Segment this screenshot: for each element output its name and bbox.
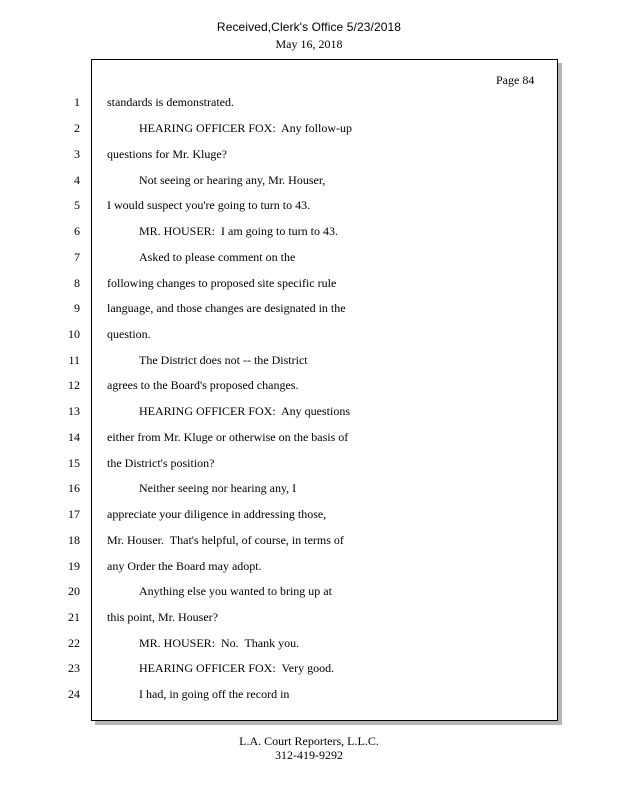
transcript-line: this point, Mr. Houser? (107, 610, 218, 624)
transcript-line: the District's position? (107, 456, 215, 470)
line-number: 19 (68, 559, 80, 573)
line-number: 14 (68, 430, 80, 444)
line-number: 16 (68, 481, 80, 495)
line-number: 1 (74, 95, 80, 109)
transcript-line: questions for Mr. Kluge? (107, 147, 227, 161)
line-number: 8 (74, 276, 80, 290)
line-number: 13 (68, 404, 80, 418)
line-number: 23 (68, 661, 80, 675)
transcript-line: following changes to proposed site specific rule (107, 276, 337, 290)
transcript-line: The District does not -- the District (139, 353, 308, 367)
transcript-line: HEARING OFFICER FOX: Any follow-up (139, 121, 353, 135)
transcript-line: MR. HOUSER: No. Thank you. (139, 636, 300, 650)
line-number: 9 (74, 301, 80, 315)
line-number: 15 (68, 456, 80, 470)
page-number: Page 84 (496, 73, 535, 87)
transcript-line: either from Mr. Kluge or otherwise on the basis of (107, 430, 349, 444)
transcript-line: standards is demonstrated. (107, 95, 234, 109)
transcript-line: Mr. Houser. That's helpful, of course, in terms of (107, 533, 344, 547)
reporter-company: L.A. Court Reporters, L.L.C. (239, 734, 379, 748)
line-number: 24 (68, 687, 80, 701)
transcript-line: I would suspect you're going to turn to 43. (107, 198, 311, 212)
transcript-line: Anything else you wanted to bring up at (139, 584, 332, 598)
document-date: May 16, 2018 (275, 37, 343, 51)
transcript-line: Not seeing or hearing any, Mr. Houser, (139, 173, 326, 187)
line-number: 5 (74, 198, 80, 212)
line-number: 22 (68, 636, 80, 650)
transcript-line: I had, in going off the record in (139, 687, 290, 701)
line-number: 12 (68, 378, 80, 392)
line-number: 11 (68, 353, 80, 367)
received-stamp: Received,Clerk's Office 5/23/2018 (216, 20, 402, 34)
transcript-line: Neither seeing nor hearing any, I (139, 481, 297, 495)
transcript-line: agrees to the Board's proposed changes. (107, 378, 299, 392)
line-number: 17 (68, 507, 80, 521)
line-number: 4 (74, 173, 80, 187)
reporter-phone: 312-419-9292 (275, 748, 343, 762)
transcript-line: question. (107, 327, 151, 341)
line-number: 6 (74, 224, 80, 238)
line-number: 7 (74, 250, 80, 264)
transcript-line: appreciate your diligence in addressing those, (107, 507, 327, 521)
line-number: 10 (68, 327, 80, 341)
line-number: 2 (74, 121, 80, 135)
transcript-line: any Order the Board may adopt. (107, 559, 262, 573)
transcript-line: HEARING OFFICER FOX: Very good. (139, 661, 335, 675)
transcript-line: MR. HOUSER: I am going to turn to 43. (139, 224, 339, 238)
line-number: 20 (68, 584, 80, 598)
transcript-line: HEARING OFFICER FOX: Any questions (139, 404, 351, 418)
line-number: 18 (68, 533, 80, 547)
line-number: 21 (68, 610, 80, 624)
transcript-line: language, and those changes are designated in the (107, 301, 346, 315)
line-number: 3 (74, 147, 80, 161)
transcript-line: Asked to please comment on the (139, 250, 296, 264)
